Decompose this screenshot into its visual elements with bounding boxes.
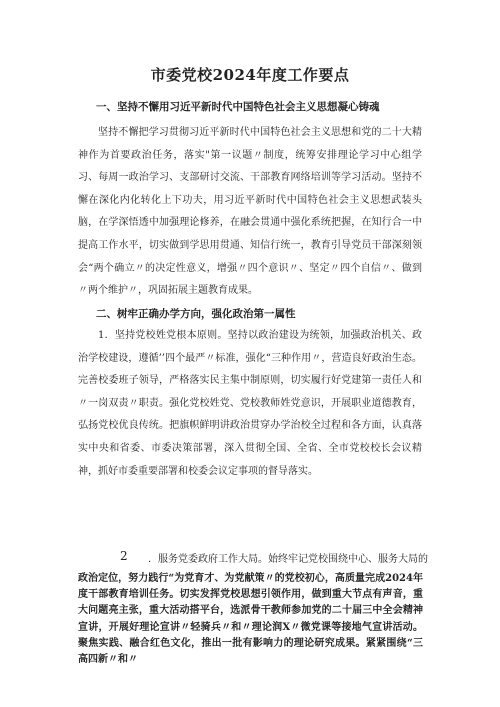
section2-item1-text: 1．坚持党校姓党根本原则。坚持以政治建设为统领，加强政治机关、政治学校建设，遵循’’四个最严〃标准，强化“三种作用〃，营造良好政治生态。完善校委班子领导，严格落实民主集中制原则，切实履行好党建第一责任人和〃一岗双责〃职责。强化党校姓党、党校教师姓党意识，开展职业道德教育，弘扬党校优良传统。把旗帜鲜明讲政治贯穿办学治校全过程和各方面，认真落实中央和省委、市委决策部署，深入贯彻全国、全省、全市党校校长会议精神，抓好市委重要部署和校委会议定事项的督导落实。 [78, 330, 422, 477]
section1-paragraph [78, 122, 422, 303]
section1-text: 坚持不懈把学习贯彻习近平新时代中国特色社会主义思想和党的二十大精神作为首要政治任务，落实"第一议题〃制度，统筹安排理论学习中心组学习、每周一政治学习、支部研讨交流、干部教育网络培训等学习活动。坚持不懈在深化内化转化上下功夫，用习近平新时代中国特色社会主义思想武装头脑，在学深悟透中加强理论修养，在融会贯通中强化系统把握，在知行合一中提高工作水平，切实做到学思用贯通、知信行统一，教育引导党员干部深刻领会“两个确立〃的决定性意义，增强〃四个意识〃、坚定〃四个自信〃、做到〃两个维护〃，巩固拓展主题教育成果。 [78, 127, 422, 297]
section2-item2-heading: ．服务党委政府工作大局。始终牢记党校围绕中心、服务大局的 [148, 554, 428, 565]
section2-item2-number: 2 [120, 549, 128, 563]
document-title: 市委党校2024年度工作要点 [150, 66, 350, 84]
section2-item2-body [78, 571, 423, 668]
section2-heading: 二、树牢正确办学方向，强化政治第一属性 [96, 308, 296, 320]
section2-item1 [78, 325, 422, 483]
section1-heading: 一、坚持不懈用习近平新时代中国特色社会主义思想凝心铸魂 [96, 101, 380, 113]
section2-item2-text: 政治定位，努力践行“为党育才、为党献策〃的党校初心，高质量完成2024年度干部教育培训任务。切实发挥党校思想引领作用，做到重大节点有声音，重大问题亮主张，重大活动搭平台，选派骨干教师参加党的二十届三中全会精神宣讲，开展好理论宣讲〃轻骑兵〃和〃理论润X〃微党课等接地气宣讲活动。聚焦实践、融合红色文化，推出一批有影响力的理论研究成果。紧紧围绕“三高四新〃和〃 [78, 573, 423, 666]
